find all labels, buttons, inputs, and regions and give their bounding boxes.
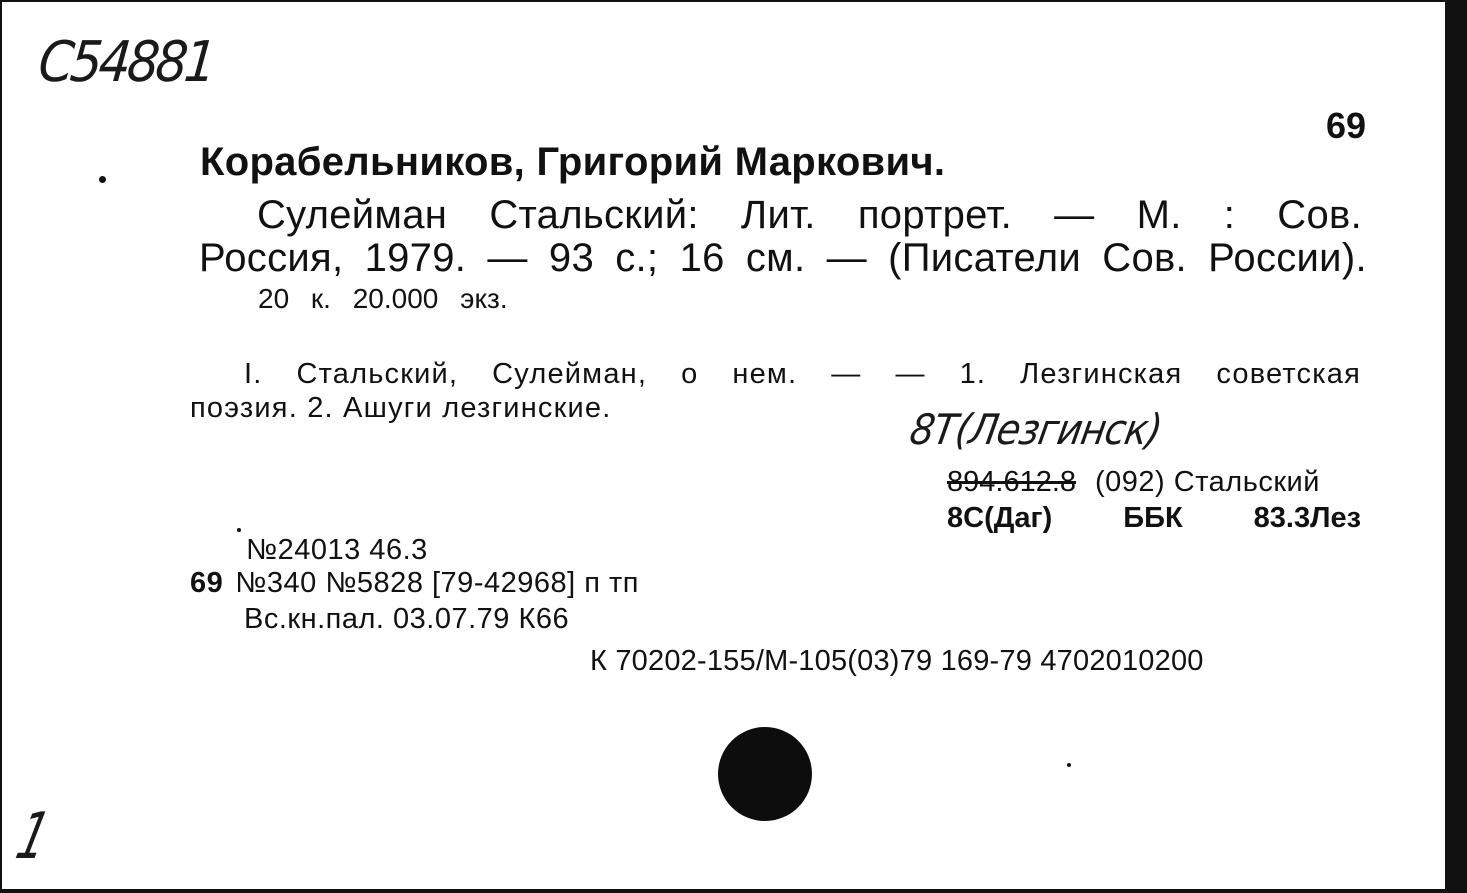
word: I. bbox=[244, 358, 263, 390]
subjects-line-1 bbox=[244, 358, 1361, 391]
word: — bbox=[895, 358, 926, 390]
bbk-line bbox=[947, 502, 1361, 535]
word: Сов. bbox=[1277, 193, 1362, 237]
udc-suffix: (092) Стальский bbox=[1095, 466, 1320, 498]
author-heading: Корабельников, Григорий Маркович. bbox=[200, 140, 946, 184]
word: Сулейман, bbox=[492, 358, 648, 390]
handwritten-number: 1 bbox=[9, 800, 57, 874]
word: 83.3Лез bbox=[1253, 502, 1361, 534]
price-circulation-line: 20 к. 20.000 экз. bbox=[258, 283, 508, 314]
word: Лит. bbox=[740, 193, 816, 237]
word: России). bbox=[1208, 236, 1367, 280]
ink-dot bbox=[237, 528, 241, 532]
word: нем. bbox=[732, 358, 798, 390]
word: — bbox=[487, 236, 528, 280]
word: 1. bbox=[959, 358, 987, 390]
title-line-1 bbox=[257, 193, 1362, 238]
word: — bbox=[831, 358, 862, 390]
word: Сулейман bbox=[257, 193, 448, 237]
word: 8С(Даг) bbox=[947, 502, 1053, 534]
tech-line-2-lead: 69 bbox=[190, 567, 224, 599]
word: Лезгинская bbox=[1020, 358, 1183, 390]
word: см. bbox=[745, 236, 806, 280]
handwritten-classification: 8Т(Лезгинск) bbox=[906, 405, 1166, 454]
word: 1979. bbox=[364, 236, 467, 280]
title-line-2 bbox=[199, 236, 1367, 281]
subjects-line-2: поэзия. 2. Ашуги лезгинские. bbox=[190, 392, 612, 424]
word: М. bbox=[1136, 193, 1182, 237]
word: с.; bbox=[615, 236, 659, 280]
word: 16 bbox=[679, 236, 725, 280]
word: Россия, bbox=[199, 236, 344, 280]
word: : bbox=[1223, 193, 1236, 237]
word: Сов. bbox=[1102, 236, 1187, 280]
ink-dot bbox=[1067, 763, 1071, 767]
word: Стальский: bbox=[489, 193, 699, 237]
tech-line-2-text: №340 №5828 [79-42968] п тп bbox=[235, 567, 639, 599]
udc-struck-code: 894.612.8 bbox=[947, 466, 1077, 498]
tech-line-1: №24013 46.3 bbox=[246, 534, 428, 566]
ink-dot bbox=[99, 176, 106, 183]
word: ББК bbox=[1123, 502, 1183, 534]
word: — bbox=[1054, 193, 1095, 237]
punch-hole bbox=[718, 727, 812, 821]
word: советская bbox=[1216, 358, 1361, 390]
word: Стальский, bbox=[296, 358, 459, 390]
word: портрет. bbox=[857, 193, 1013, 237]
tech-line-3: Вс.кн.пал. 03.07.79 К66 bbox=[244, 603, 570, 635]
tech-line-4: К 70202-155/М-105(03)79 169-79 4702010200 bbox=[590, 645, 1204, 677]
page-number: 69 bbox=[1326, 105, 1367, 146]
shelf-mark: С54881 bbox=[35, 30, 216, 95]
word: — bbox=[826, 236, 867, 280]
word: 93 bbox=[548, 236, 595, 280]
word: о bbox=[681, 358, 699, 390]
word: (Писатели bbox=[888, 236, 1082, 280]
tech-line-2 bbox=[190, 567, 639, 600]
